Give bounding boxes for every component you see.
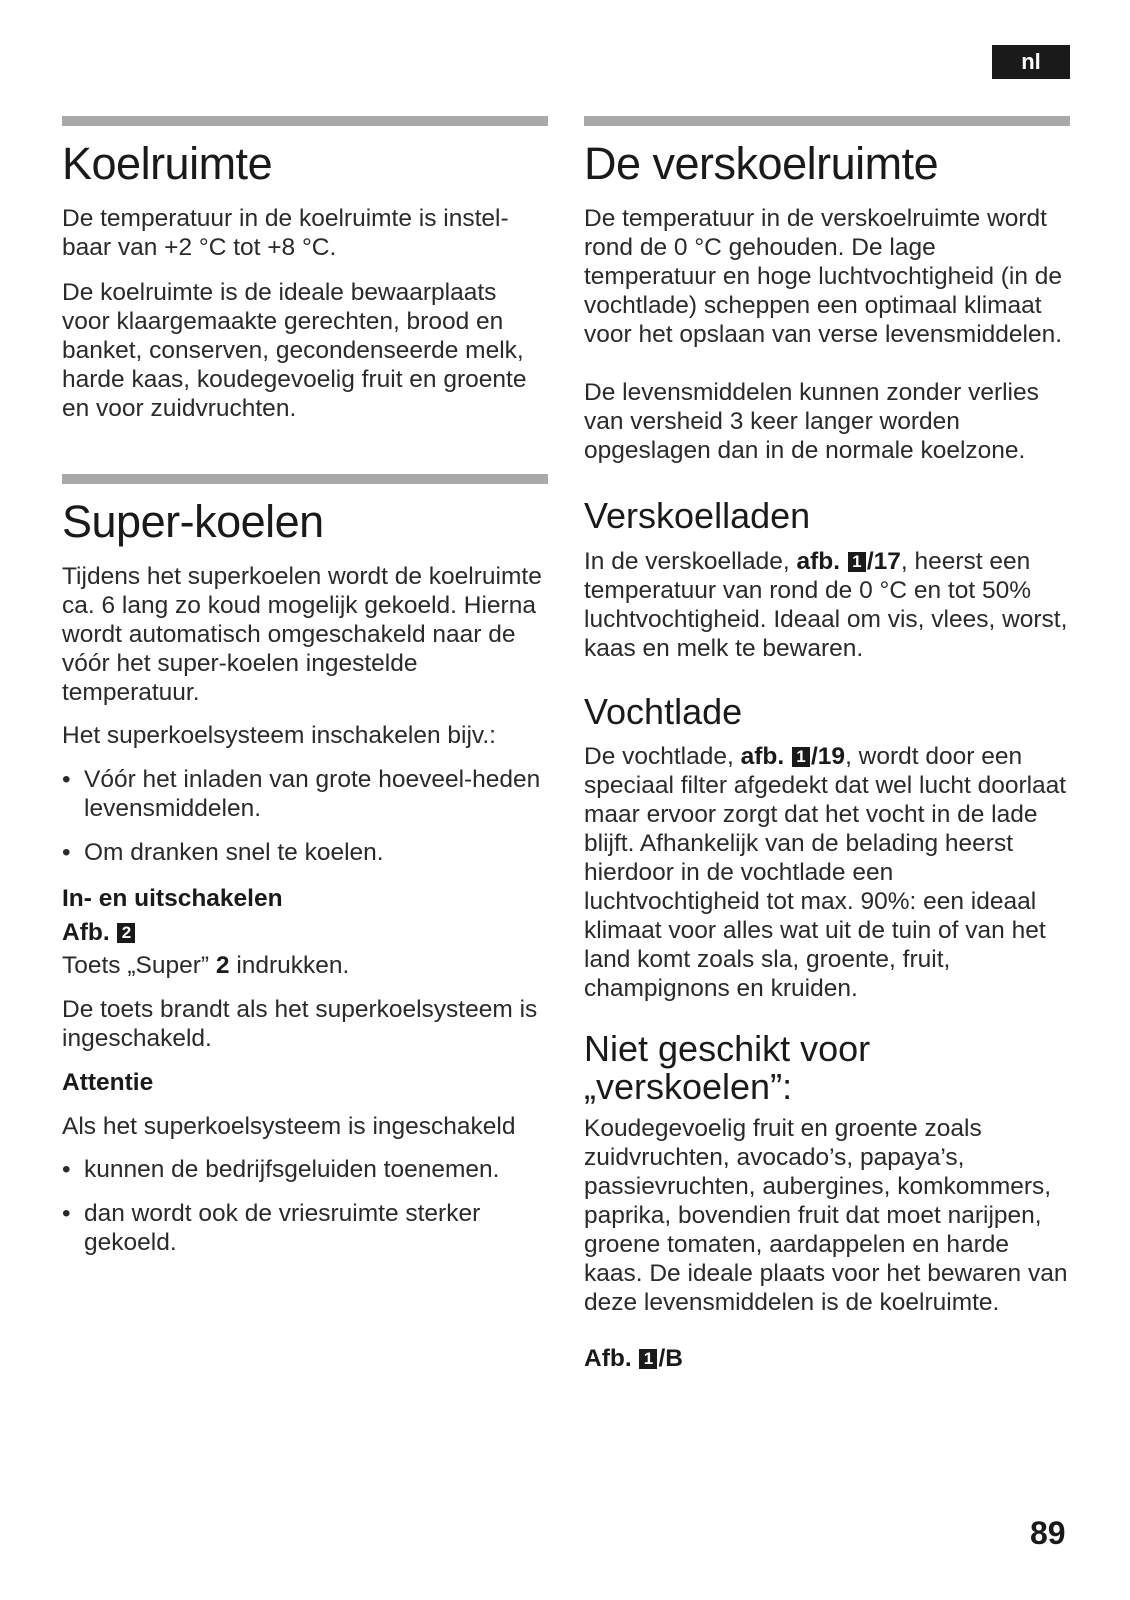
figure-number-badge: 1: [639, 1349, 657, 1369]
section-rule: [584, 116, 1070, 126]
figure-number-badge: 1: [792, 747, 810, 767]
language-badge: nl: [992, 45, 1070, 79]
verskoelruimte-paragraph-1: De temperatuur in de verskoelruimte wordt rond de 0 °C gehouden. De lage temperatuur en hoge luchtvochtigheid (in de vochtlade) scheppen een optimaal klimaat voor het opslaan van verse levensmiddelen.: [584, 205, 1063, 348]
super-koelen-heading: Super-koelen: [62, 496, 324, 547]
attentie-heading: Attentie: [62, 1069, 154, 1096]
figure-reference: Afb. 2: [62, 918, 136, 947]
list-item: • dan wordt ook de vriesruimte sterker gekoeld.: [62, 1200, 481, 1256]
bullet-icon: •: [62, 766, 71, 793]
toets-paragraph: De toets brandt als het superkoelsysteem is ingeschakeld.: [62, 996, 538, 1052]
section-rule: [62, 116, 548, 126]
section-rule: [62, 474, 548, 484]
page-number: 89: [1030, 1515, 1066, 1551]
niet-geschikt-heading: Niet geschikt voor „verskoelen”:: [584, 1028, 871, 1107]
verskoelladen-paragraph: In de verskoellade, afb. 1 /17, heerst een temperatuur van rond de 0 °C en tot 50% luchtvochtigheid. Ideaal om vis, vlees, worst, kaas en melk te bewaren.: [584, 548, 1068, 662]
koelruimte-paragraph-1: De temperatuur in de koelruimte is instel-baar van +2 °C tot +8 °C.: [62, 205, 509, 261]
figure-reference: Afb. 1 /B: [584, 1345, 683, 1372]
attentie-paragraph: Als het superkoelsysteem is ingeschakeld: [62, 1113, 516, 1140]
koelruimte-paragraph-2: De koelruimte is de ideale bewaarplaats voor klaargemaakte gerechten, brood en banket, conserven, gecondenseerde melk, harde kaas, koudegevoelig fruit en groente en voor zuidvruchten.: [62, 279, 527, 422]
bullet-icon: •: [62, 839, 71, 866]
bullet-icon: •: [62, 1200, 71, 1227]
verskoelruimte-paragraph-2: De levensmiddelen kunnen zonder verlies van versheid 3 keer langer worden opgeslagen dan in de normale koelzone.: [584, 379, 1039, 464]
list-item: • kunnen de bedrijfsgeluiden toenemen.: [62, 1156, 500, 1183]
list-item: • Vóór het inladen van grote hoeveel-heden levensmiddelen.: [62, 766, 541, 822]
toets-instruction: Toets „Super” 2 indrukken.: [62, 952, 350, 979]
figure-number-badge: 2: [117, 923, 135, 943]
super-koelen-paragraph-2: Het superkoelsysteem inschakelen bijv.:: [62, 722, 496, 749]
list-item: • Om dranken snel te koelen.: [62, 839, 384, 866]
super-koelen-paragraph-1: Tijdens het superkoelen wordt de koelruimte ca. 6 lang zo koud mogelijk gekoeld. Hierna wordt automatisch omgeschakeld naar de vóór het super-koelen ingestelde temperatuur.: [62, 563, 542, 706]
in-uitschakelen-heading: In- en uitschakelen: [62, 885, 283, 912]
verskoelruimte-heading: De verskoelruimte: [584, 138, 939, 189]
niet-geschikt-paragraph: Koudegevoelig fruit en groente zoals zuidvruchten, avocado’s, papaya’s, passievruchten, aubergines, komkommers, paprika, bovendien fruit dat moet narijpen, groene tomaten, aardappelen en harde kaas. De ideale plaats voor het bewaren van deze levensmiddelen is de koelruimte.: [584, 1115, 1068, 1316]
koelruimte-heading: Koelruimte: [62, 138, 273, 189]
verskoelladen-heading: Verskoelladen: [584, 495, 811, 536]
figure-number-badge: 1: [848, 552, 866, 572]
vochtlade-heading: Vochtlade: [584, 691, 743, 732]
bullet-icon: •: [62, 1156, 71, 1183]
vochtlade-paragraph: De vochtlade, afb. 1 /19, wordt door een speciaal filter afgedekt dat wel lucht doorlaat maar ervoor zorgt dat het vocht in de lade blijft. Afhankelijk van de belading heerst hierdoor in de vochtlade een luchtvochtigheid tot max. 90%: een ideaal klimaat voor alles wat uit de tuin of van het land komt zoals sla, groente, fruit, champignons en kruiden.: [584, 743, 1067, 1002]
